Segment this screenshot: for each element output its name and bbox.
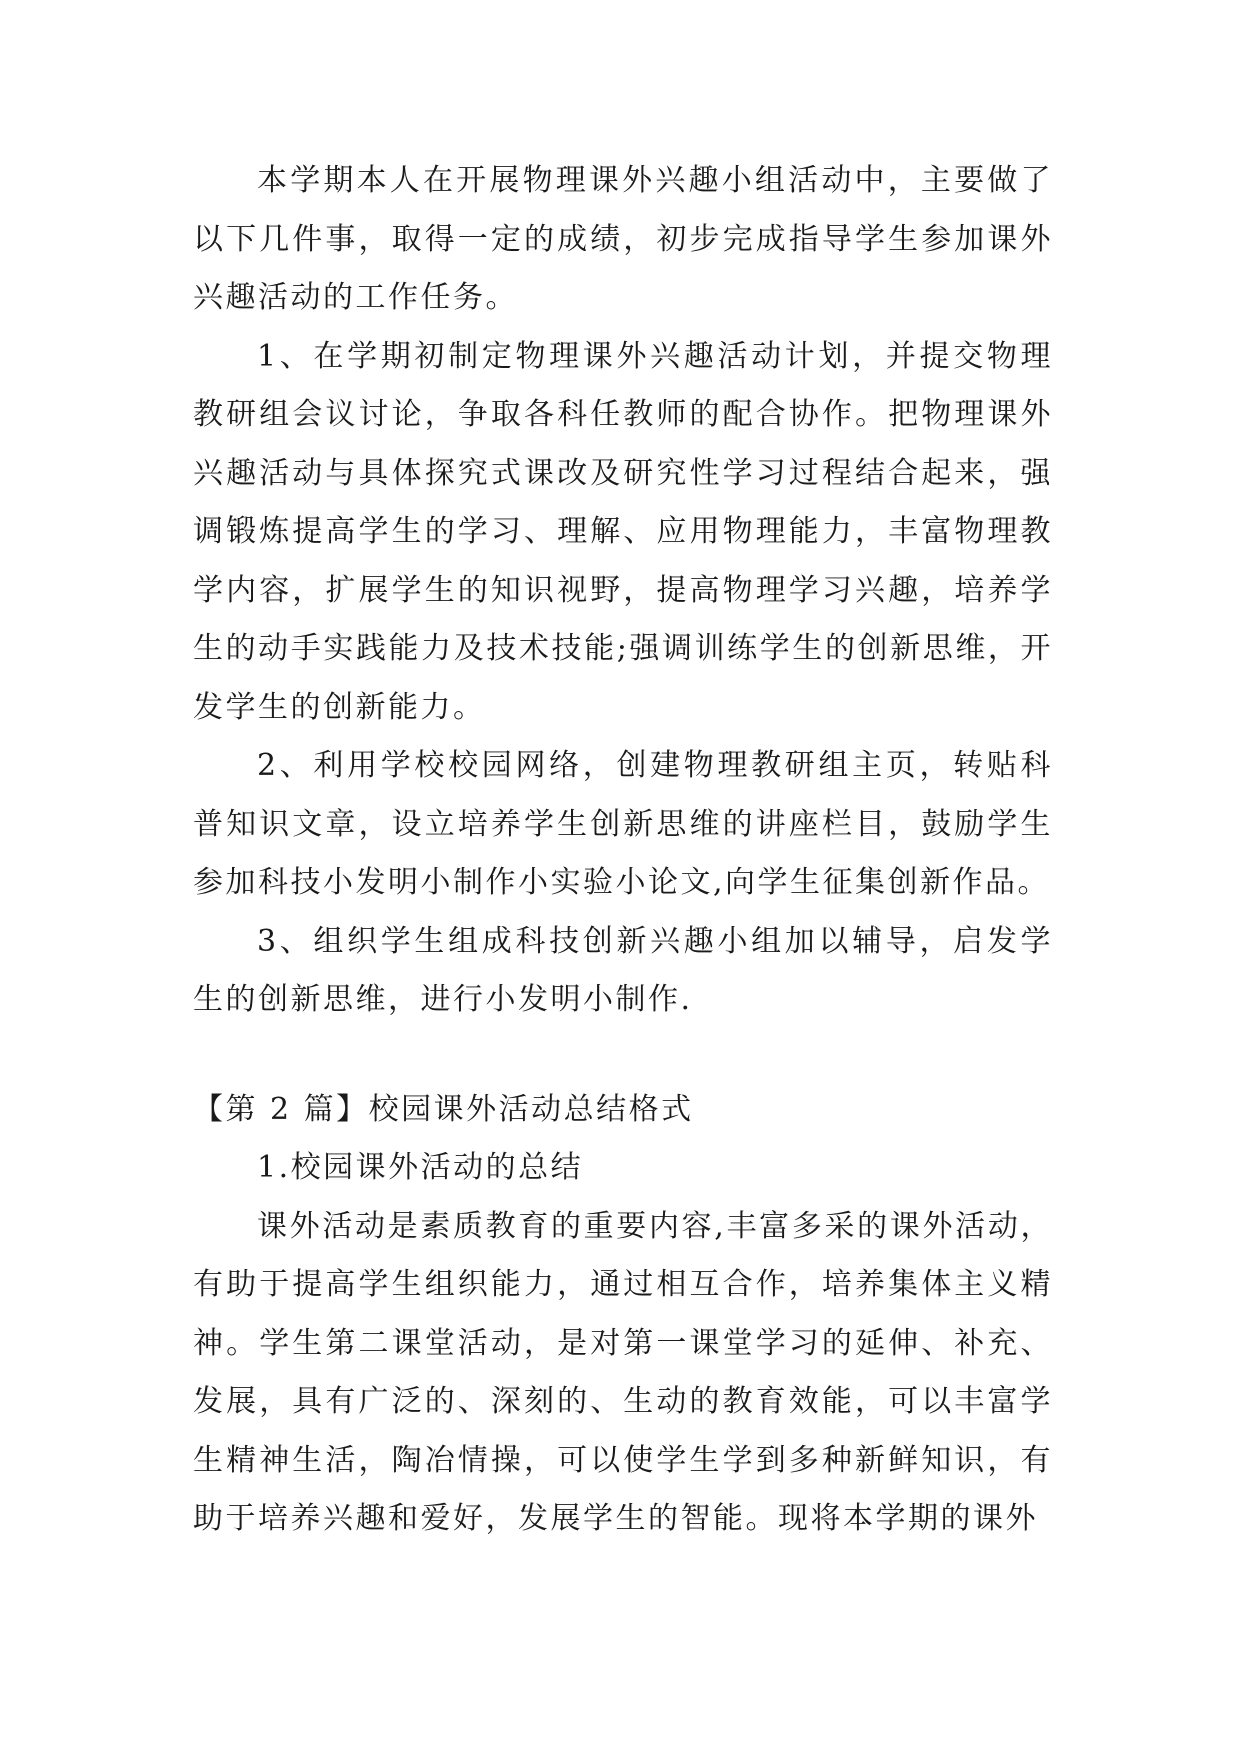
sub-heading: 1.校园课外活动的总结 (257, 1150, 584, 1185)
item-3-paragraph: 3、组织学生组成科技创新兴趣小组加以辅导，启发学生的创新思维，进行小发明小制作. (193, 923, 1053, 1017)
intro-paragraph: 本学期本人在开展物理课外兴趣小组活动中，主要做了以下几件事，取得一定的成绩，初步完成指导学生参加课外兴趣活动的工作任务。 (193, 163, 1053, 315)
section-spacer (193, 1030, 1053, 1081)
item-2-paragraph: 2、利用学校校园网络，创建物理教研组主页，转贴科普知识文章，设立培养学生创新思维的讲座栏目，鼓励学生参加科技小发明小制作小实验小论文,向学生征集创新作品。 (193, 748, 1053, 900)
item-1-paragraph: 1、在学期初制定物理课外兴趣活动计划，并提交物理教研组会议讨论，争取各科任教师的配合协作。把物理课外兴趣活动与具体探究式课改及研究性学习过程结合起来，强调锻炼提高学生的学习、理解、应用物理能力，丰富物理教学内容，扩展学生的知识视野，提高物理学习兴趣，培养学生的动手实践能力及技术技能;强调训练学生的创新思维，开发学生的创新能力。 (193, 338, 1053, 725)
summary-paragraph: 课外活动是素质教育的重要内容,丰富多采的课外活动，有助于提高学生组织能力，通过相互合作，培养集体主义精神。学生第二课堂活动，是对第一课堂学习的延伸、补充、发展，具有广泛的、深刻的、生动的教育效能，可以丰富学生精神生活，陶冶情操，可以使学生学到多种新鲜知识，有助于培养兴趣和爱好，发展学生的智能。现将本学期的课外 (193, 1208, 1053, 1536)
document-body (193, 152, 1053, 1549)
section-heading: 【第 2 篇】校园课外活动总结格式 (193, 1091, 694, 1127)
